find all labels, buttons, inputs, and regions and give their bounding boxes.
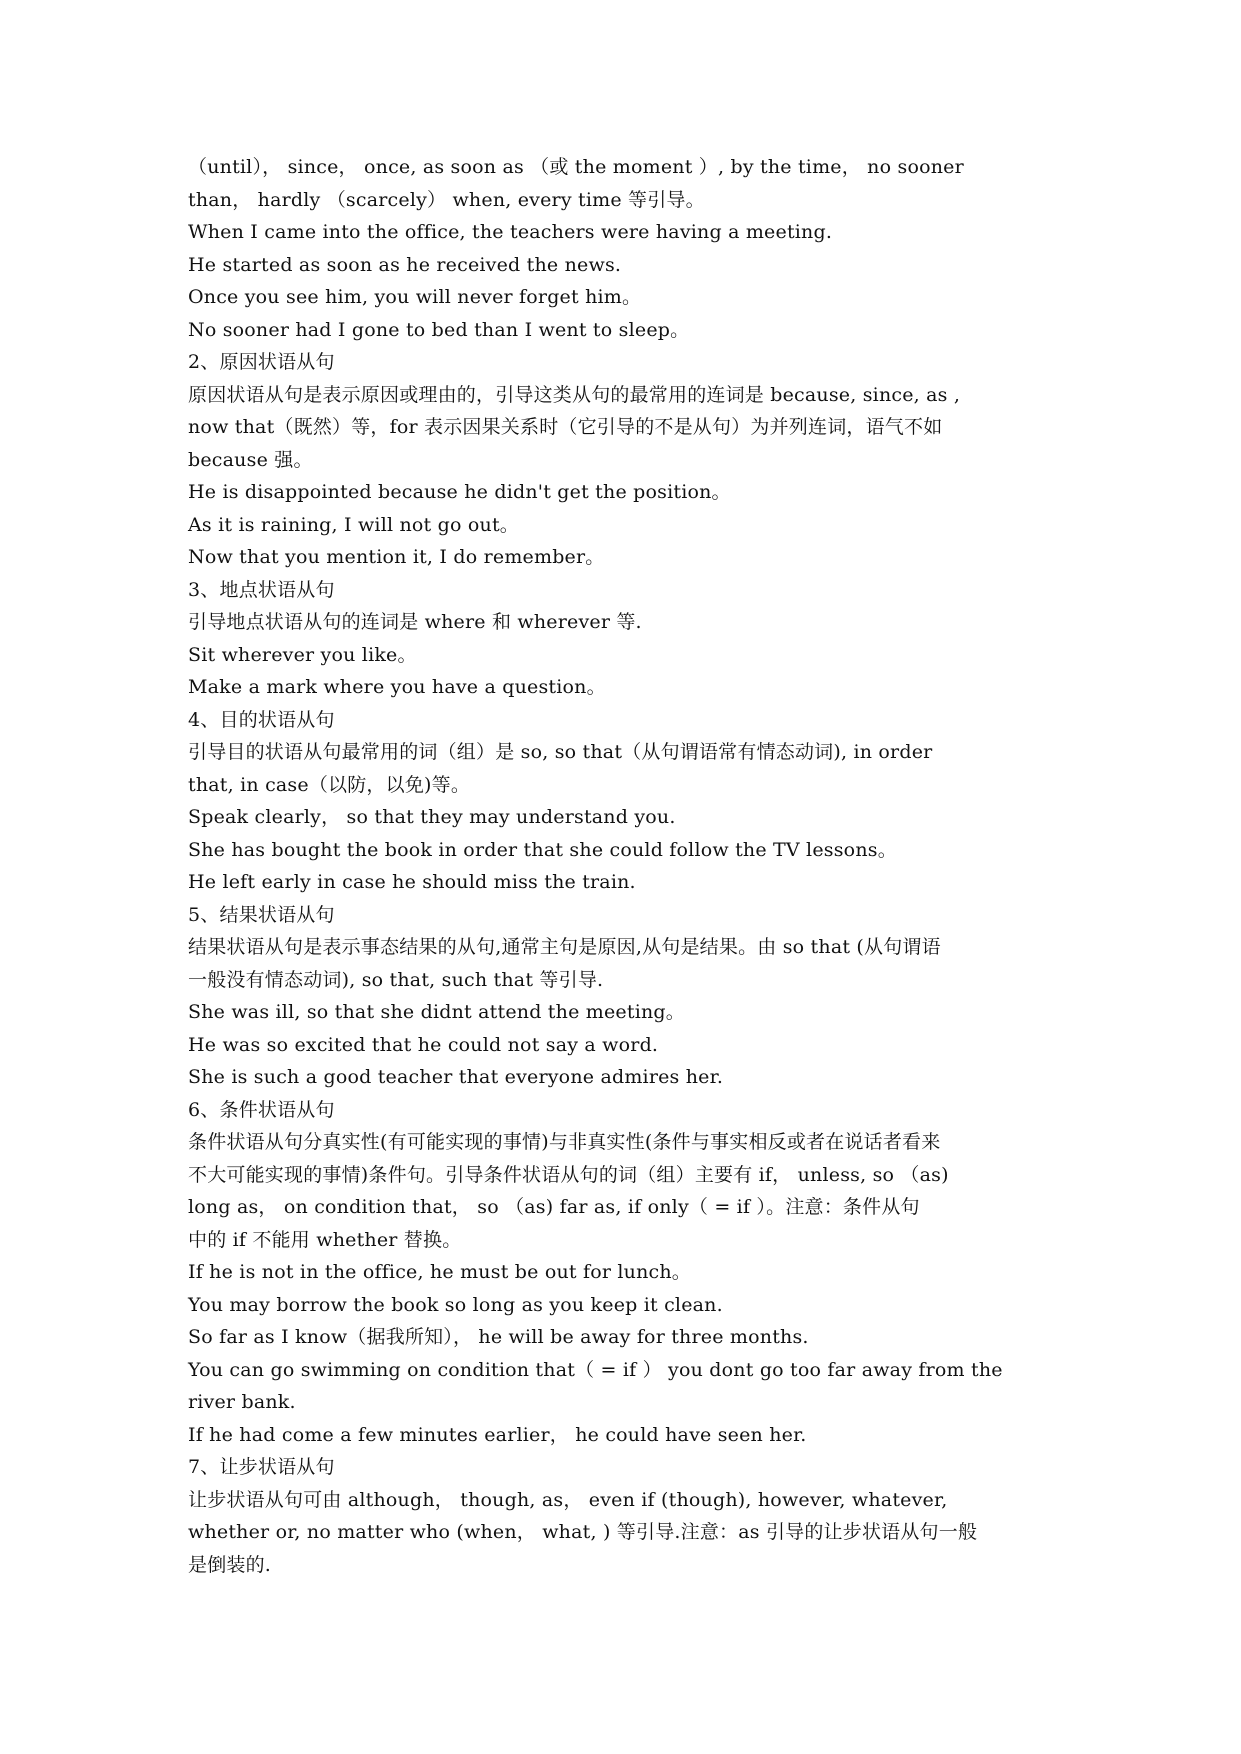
text-line: As it is raining, I will not go out。 [188,513,519,536]
section-heading: 7、让步状语从句 [188,1456,335,1478]
text-line: 引导目的状语从句最常用的词（组）是 so, so that（从句谓语常有情态动词), in order [188,741,933,763]
section-heading: 5、结果状语从句 [188,903,335,926]
text-line: Make a mark where you have a question。 [188,676,606,698]
text-line: She has bought the book in order that she could follow the TV lessons。 [188,838,897,861]
text-line: Speak clearly， so that they may understand you. [188,806,676,828]
text-line: 结果状语从句是表示事态结果的从句,通常主句是原因,从句是结果。由 so that (从句谓语 [188,936,941,958]
text-line: long as， on condition that， so （as) far as, if only（ = if ）。注意：条件从句 [188,1196,920,1218]
text-line: He was so excited that he could not say a word. [188,1033,659,1056]
text-line: He left early in case he should miss the train. [188,871,636,893]
document-body [188,151,1088,1581]
text-line: Once you see him, you will never forget him。 [188,286,642,308]
text-line: that, in case（以防，以免)等。 [188,773,471,796]
text-line: （until）， since， once, as soon as （或 the moment ）, by the time， no sooner [188,156,964,178]
text-line: Now that you mention it, I do remember。 [188,546,605,568]
text-line: river bank. [188,1391,296,1413]
text-line: You can go swimming on condition that（ = if ） you dont go too far away from the [188,1358,1003,1381]
text-line: 让步状语从句可由 although， though, as， even if (though), however, whatever, [188,1488,948,1511]
section-heading: 4、目的状语从句 [188,708,335,731]
section-heading: 6、条件状语从句 [188,1098,335,1121]
text-line: whether or, no matter who (when， what, ) 等引导.注意：as 引导的让步状语从句一般 [188,1521,978,1543]
text-line: He is disappointed because he didn't get the position。 [188,481,731,503]
text-line: 引导地点状语从句的连词是 where 和 wherever 等. [188,611,642,633]
text-line: When I came into the office, the teachers were having a meeting. [188,221,833,243]
text-line: You may borrow the book so long as you keep it clean. [188,1293,723,1316]
text-line: He started as soon as he received the news. [188,253,622,276]
text-line: Sit wherever you like。 [188,643,417,666]
text-line: now that（既然）等，for 表示因果关系时（它引导的不是从句）为并列连词，语气不如 [188,416,943,438]
text-line: 一般没有情态动词), so that, such that 等引导. [188,968,604,991]
text-line: 是倒装的. [188,1553,272,1576]
text-line: So far as I know（据我所知）， he will be away for three months. [188,1326,809,1348]
text-line: She is such a good teacher that everyone admires her. [188,1066,724,1088]
text-line: 不大可能实现的事情)条件句。引导条件状语从句的词（组）主要有 if， unless, so （as) [188,1163,949,1186]
section-heading: 2、原因状语从句 [188,351,335,373]
text-line: 条件状语从句分真实性(有可能实现的事情)与非真实性(条件与事实相反或者在说话者看来 [188,1131,941,1153]
text-line: than， hardly （scarcely） when, every time 等引导。 [188,188,705,211]
text-line: No sooner had I gone to bed than I went to sleep。 [188,318,690,341]
text-line: She was ill, so that she didnt attend the meeting。 [188,1001,685,1023]
text-line: If he is not in the office, he must be out for lunch。 [188,1261,691,1283]
section-heading: 3、地点状语从句 [188,578,335,601]
text-line: 原因状语从句是表示原因或理由的，引导这类从句的最常用的连词是 because, since, as , [188,383,961,406]
text-line: because 强。 [188,448,313,471]
text-line: 中的 if 不能用 whether 替换。 [188,1228,462,1251]
text-line: If he had come a few minutes earlier， he could have seen her. [188,1423,807,1446]
